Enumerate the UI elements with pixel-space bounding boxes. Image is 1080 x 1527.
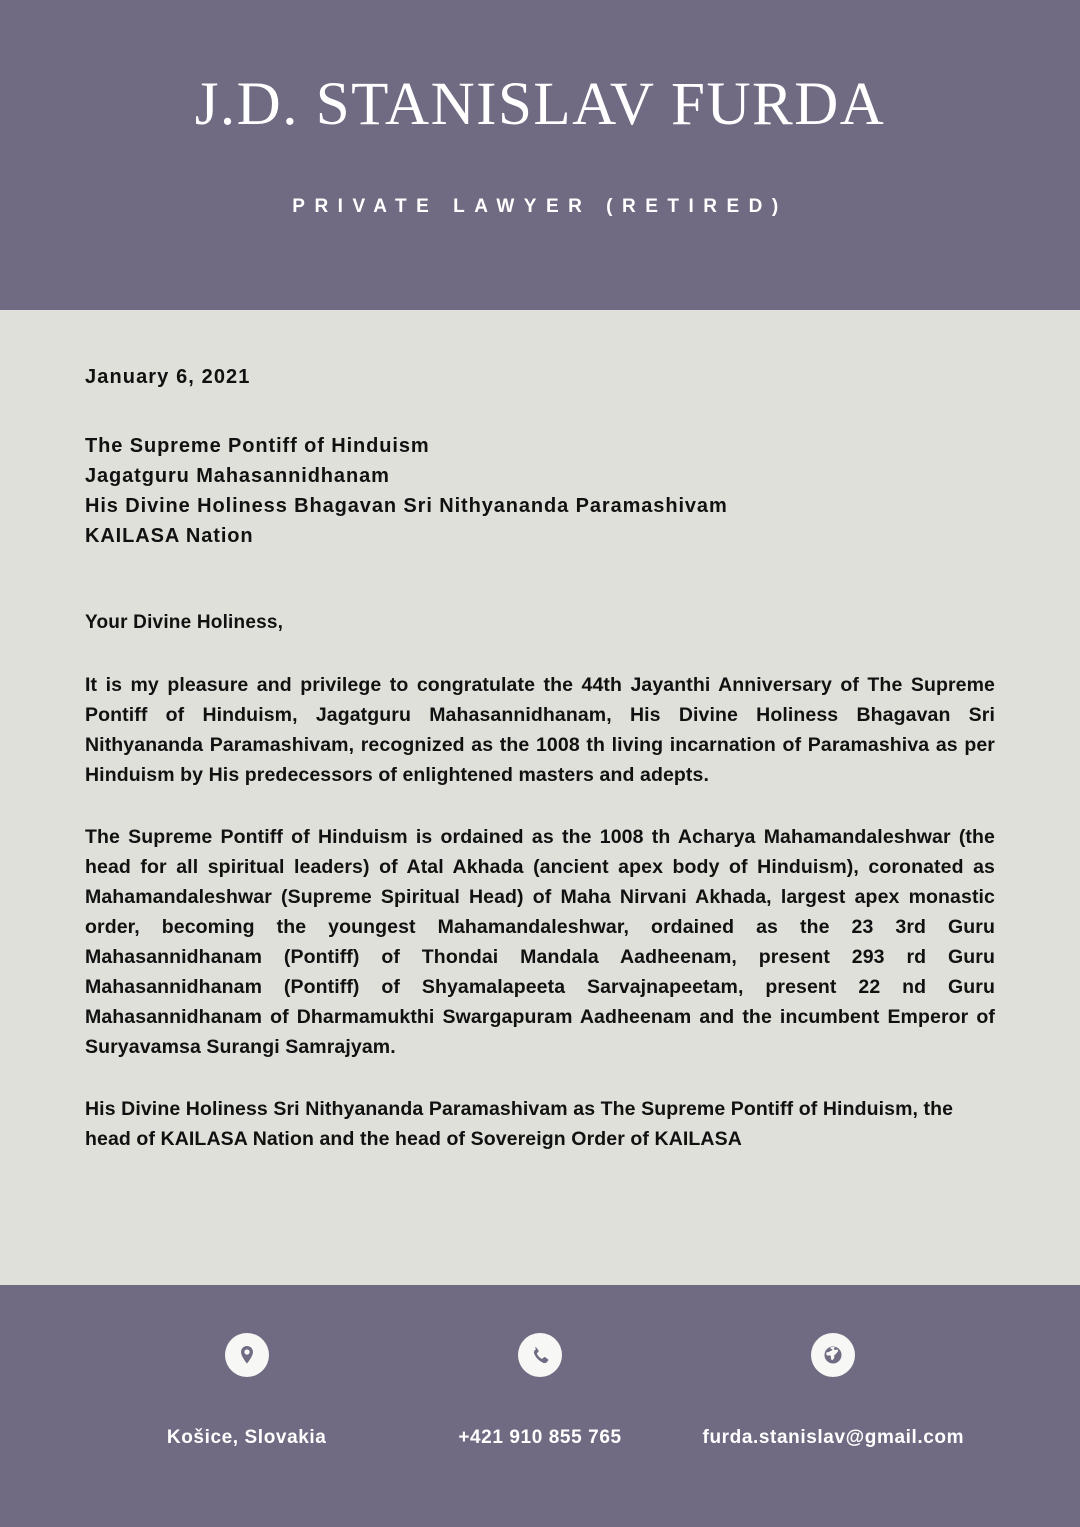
contact-location-text: Košice, Slovakia — [166, 1427, 327, 1448]
page-title: J.D. STANISLAV FURDA — [194, 71, 886, 138]
recipient-line: The Supreme Pontiff of Hinduism — [85, 435, 430, 457]
phone-icon — [518, 1333, 562, 1377]
letter-paragraph: His Divine Holiness Sri Nithyananda Paramashivam as The Supreme Pontiff of Hinduism, the head of KAILASA Nation and the head of Sovereign Order of KAILASA — [85, 1097, 954, 1150]
recipient-line: Jagatguru Mahasannidhanam — [85, 465, 390, 487]
header-subtitle: PRIVATE LAWYER (RETIRED) — [292, 196, 788, 217]
salutation: Your Divine Holiness, — [85, 612, 284, 633]
contact-email-text: furda.stanislav@gmail.com — [702, 1427, 965, 1448]
letter-paragraph: The Supreme Pontiff of Hinduism is ordained as the 1008 th Acharya Mahamandaleshwar (the head for all spiritual leaders) of Atal Akhada (ancient apex body of Hinduism), coronated as Mahamandaleshwar (Supreme Spiritual Head) of Maha Nirvani Akhada, largest apex monastic order, becoming the youngest Mahamandaleshwar, ordained as the 23 3rd Guru Mahasannidhanam (Pontiff) of Thondai Mandala Aadheenam, present 293 rd Guru Mahasannidhanam (Pontiff) of Shyamalapeeta Sarvajnapeetam, present 22 nd Guru Mahasannidhanam of Dharmamukthi Swargapuram Aadheenam and the incumbent Emperor of Suryavamsa Surangi Samrajyam. — [85, 825, 995, 1058]
contact-item-email — [687, 1333, 980, 1450]
contact-phone-text: +421 910 855 765 — [458, 1427, 622, 1448]
contact-item-location — [100, 1333, 393, 1450]
globe-icon — [811, 1333, 855, 1377]
location-pin-icon — [225, 1333, 269, 1377]
recipient-line: KAILASA Nation — [85, 525, 254, 547]
contact-item-phone — [393, 1333, 686, 1450]
letter-date: January 6, 2021 — [85, 366, 251, 388]
contact-row — [100, 1333, 980, 1450]
letter-body — [0, 310, 1080, 1285]
letter-paragraph: It is my pleasure and privilege to congratulate the 44th Jayanthi Anniversary of The Supreme Pontiff of Hinduism, Jagatguru Mahasannidhanam, His Divine Holiness Bhagavan Sri Nithyananda Paramashivam, recognized as the 1008 th living incarnation of Paramashiva as per Hinduism by His predecessors of enlightened masters and adepts. — [85, 673, 995, 786]
recipient-address-block — [85, 431, 995, 551]
letterhead-header — [0, 0, 1080, 310]
recipient-line: His Divine Holiness Bhagavan Sri Nithyananda Paramashivam — [85, 495, 728, 517]
letterhead-footer — [0, 1285, 1080, 1527]
